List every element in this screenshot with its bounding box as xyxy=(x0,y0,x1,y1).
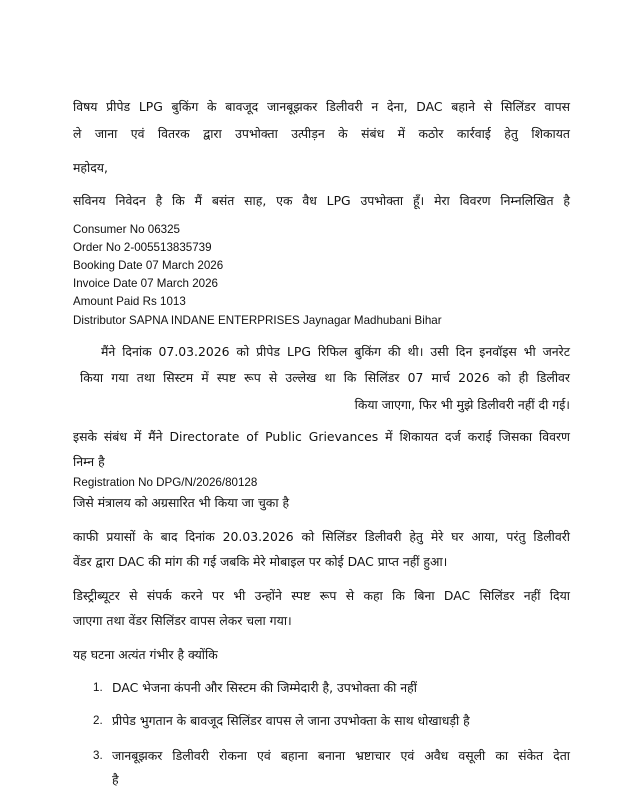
para3-line-1: काफी प्रयासों के बाद दिनांक 20.03.2026 को सिलिंडर डिलीवरी हेतु मेरे घर आया, परंतु डिलीवरी xyxy=(73,529,570,544)
para4-line-1: डिस्ट्रीब्यूटर से संपर्क करने पर भी उन्होंने स्पष्ट रूप से कहा कि बिना DAC सिलिंडर नहीं दिया xyxy=(73,588,570,603)
distributor: Distributor SAPNA INDANE ENTERPRISES Jaynagar Madhubani Bihar xyxy=(73,314,442,327)
para3-line-2: वेंडर द्वारा DAC की मांग की गई जबकि मेरे मोबाइल पर कोई DAC प्राप्त नहीं हुआ। xyxy=(73,554,448,569)
para1-line-1: मैंने दिनांक 07.03.2026 को प्रीपेड LPG रिफिल बुकिंग की थी। उसी दिन इनवॉइस भी जनरेट xyxy=(101,344,570,359)
order-number: Order No 2-005513835739 xyxy=(73,241,212,254)
consumer-number: Consumer No 06325 xyxy=(73,223,180,236)
list-item-3-continuation: है xyxy=(112,772,119,787)
para1-line-3: किया जाएगा, फिर भी मुझे डिलीवरी नहीं दी गई। xyxy=(354,397,570,412)
list-item-3: जानबूझकर डिलीवरी रोकना एवं बहाना बनाना भ्रष्टाचार एवं अवैध वसूली का संकेत देता xyxy=(112,748,570,763)
list-item-1: DAC भेजना कंपनी और सिस्टम की जिम्मेदारी है, उपभोक्ता की नहीं xyxy=(112,680,417,695)
list-item-3-number: 3. xyxy=(93,749,103,762)
booking-date: Booking Date 07 March 2026 xyxy=(73,259,224,272)
subject-line-2: ले जाना एवं वितरक द्वारा उपभोक्ता उत्पीड़न के संबंध में कठोर कार्रवाई हेतु शिकायत xyxy=(73,126,570,141)
invoice-date: Invoice Date 07 March 2026 xyxy=(73,277,219,290)
para1-line-2: किया गया तथा सिस्टम में स्पष्ट रूप से उल्लेख था कि सिलिंडर 07 मार्च 2026 को ही डिलीवर xyxy=(80,370,570,385)
subject-line-1: विषय प्रीपेड LPG बुकिंग के बावजूद जानबूझकर डिलीवरी न देना, DAC बहाने से सिलिंडर वापस xyxy=(73,99,570,114)
amount-paid: Amount Paid Rs 1013 xyxy=(73,295,186,308)
para5: यह घटना अत्यंत गंभीर है क्योंकि xyxy=(73,647,218,662)
list-item-2: प्रीपेड भुगतान के बावजूद सिलिंडर वापस ले जाना उपभोक्ता के साथ धोखाधड़ी है xyxy=(112,713,470,728)
list-item-2-number: 2. xyxy=(93,714,103,727)
para2-line-1: इसके संबंध में मैंने Directorate of Public Grievances में शिकायत दर्ज कराई जिसका विवरण xyxy=(73,429,570,444)
intro-paragraph: सविनय निवेदन है कि मैं बसंत साह, एक वैध LPG उपभोक्ता हूँ। मेरा विवरण निम्नलिखित है xyxy=(73,193,570,208)
para4-line-2: जाएगा तथा वेंडर सिलिंडर वापस लेकर चला गया। xyxy=(73,613,292,628)
salutation: महोदय, xyxy=(73,160,108,175)
para2-line-3: जिसे मंत्रालय को अग्रसारित भी किया जा चुका है xyxy=(73,495,290,510)
list-item-1-number: 1. xyxy=(93,681,103,694)
para2-line-2: निम्न है xyxy=(73,454,105,469)
registration-number: Registration No DPG/N/2026/80128 xyxy=(73,476,258,489)
